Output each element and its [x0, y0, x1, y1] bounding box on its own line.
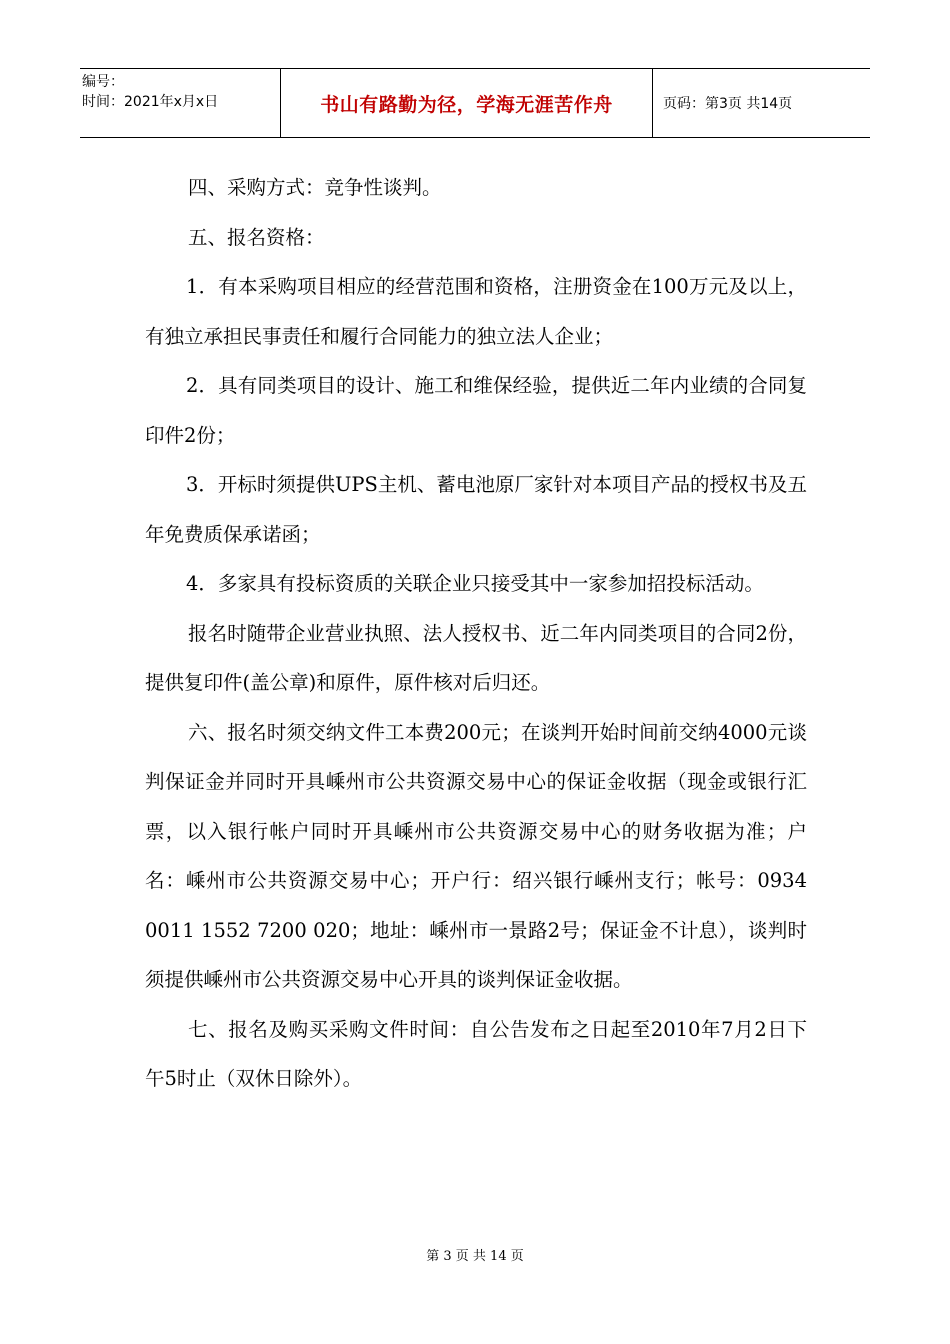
page-footer: 第 3 页 共 14 页 [426, 1249, 524, 1264]
document-body [145, 163, 807, 1104]
page-header [80, 68, 870, 138]
qualification-item-2: 2．具有同类项目的设计、施工和维保经验，提供近二年内业绩的合同复印件2份； [145, 374, 807, 447]
header-meta [80, 69, 281, 137]
qualification-item-4: 4．多家具有投标资质的关联企业只接受其中一家参加招投标活动。 [186, 572, 764, 595]
registration-documents: 报名时随带企业营业执照、法人授权书、近二年内同类项目的合同2份，提供复印件(盖公章)和原件，原件核对后归还。 [145, 621, 807, 694]
section-fees-deposit: 六、报名时须交纳文件工本费200元；在谈判开始时间前交纳4000元谈判保证金并同时开具嵊州市公共资源交易中心的保证金收据（现金或银行汇票，以入银行帐户同时开具嵊州市公共资源交易中心的财务收据为准；户名：嵊州市公共资源交易中心；开户行：绍兴银行嵊州支行；帐号：0934 0011 1552 7200 020；地址：嵊州市一景路2号；保证金不计息），谈判时须提供嵊州市公共资源交易中心开具的谈判保证金收据。 [145, 720, 807, 991]
section-procurement-method: 四、采购方式：竞争性谈判。 [188, 176, 442, 199]
header-page-info: 页码：第3页 共14页 [663, 96, 793, 112]
qualification-item-1: 1．有本采购项目相应的经营范围和资格，注册资金在100万元及以上，有独立承担民事责任和履行合同能力的独立法人企业； [145, 275, 807, 348]
section-registration-time: 七、报名及购买采购文件时间：自公告发布之日起至2010年7月2日下午5时止（双休日除外）。 [145, 1017, 807, 1090]
section-qualification-heading: 五、报名资格： [188, 225, 325, 249]
serial-number-label: 编号： [82, 74, 124, 90]
qualification-item-3: 3．开标时须提供UPS主机、蓄电池原厂家针对本项目产品的授权书及五年免费质保承诺函； [145, 473, 807, 546]
header-motto: 书山有路勤为径，学海无涯苦作舟 [281, 69, 653, 137]
date-label: 时间：2021年x月x日 [82, 94, 219, 110]
